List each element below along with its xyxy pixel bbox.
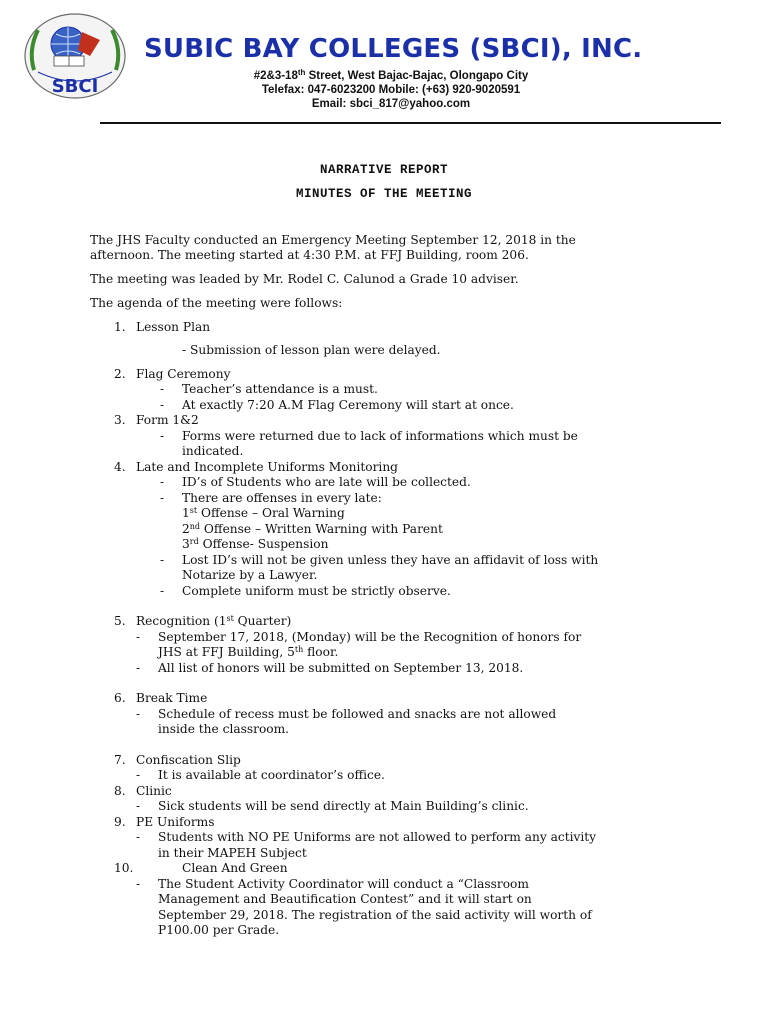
bullet-dash: - (160, 491, 165, 505)
agenda-subitem: in their MAPEH Subject (158, 846, 307, 860)
address-line: #2&3-18th Street, West Bajac-Bajac, Olongapo City (253, 68, 529, 82)
agenda-subitem: P100.00 per Grade. (158, 923, 280, 937)
agenda-number: 9. (114, 815, 126, 829)
agenda-item-label: Clean And Green (182, 861, 288, 875)
offense-line: 2nd Offense – Written Warning with Parent (182, 522, 443, 536)
agenda-subitem: Forms were returned due to lack of informations which must be (182, 429, 578, 443)
bullet-dash: - (136, 830, 141, 844)
offense-line: 3rd Offense- Suspension (182, 537, 329, 551)
agenda-subitem: Lost ID’s will not be given unless they have an affidavit of loss with (182, 553, 599, 567)
report-title: NARRATIVE REPORT (319, 163, 449, 177)
agenda-number: 1. (114, 320, 126, 334)
agenda-subitem: - Submission of lesson plan were delayed. (182, 343, 441, 357)
agenda-number: 4. (114, 460, 126, 474)
agenda-item-label: PE Uniforms (136, 815, 215, 829)
bullet-dash: - (160, 398, 165, 412)
agenda-subitem: inside the classroom. (158, 722, 290, 736)
bullet-dash: - (136, 799, 141, 813)
agenda-subitem: Teacher’s attendance is a must. (182, 382, 378, 396)
agenda-item-label: Late and Incomplete Uniforms Monitoring (136, 460, 398, 474)
intro-paragraph-line: The JHS Faculty conducted an Emergency Meeting September 12, 2018 in the (90, 233, 576, 247)
agenda-subitem: Students with NO PE Uniforms are not allowed to perform any activity (158, 830, 597, 844)
agenda-subitem: There are offenses in every late: (182, 491, 382, 505)
agenda-subitem: September 29, 2018. The registration of the said activity will worth of (158, 908, 592, 922)
agenda-number: 2. (114, 367, 126, 381)
agenda-subitem: Sick students will be send directly at Main Building’s clinic. (158, 799, 529, 813)
agenda-subitem: At exactly 7:20 A.M Flag Ceremony will start at once. (182, 398, 514, 412)
bullet-dash: - (160, 429, 165, 443)
agenda-subitem: Complete uniform must be strictly observe. (182, 584, 451, 598)
bullet-dash: - (136, 768, 141, 782)
bullet-dash: - (136, 707, 141, 721)
bullet-dash: - (160, 382, 165, 396)
agenda-subitem: ID’s of Students who are late will be collected. (182, 475, 471, 489)
agenda-item-label: Clinic (136, 784, 172, 798)
agenda-subitem: All list of honors will be submitted on September 13, 2018. (158, 661, 524, 675)
agenda-item-label: Flag Ceremony (136, 367, 231, 381)
agenda-subitem: JHS at FFJ Building, 5th floor. (158, 645, 339, 659)
bullet-dash: - (136, 630, 141, 644)
agenda-subitem: Management and Beautification Contest” and it will start on (158, 892, 532, 906)
agenda-number: 8. (114, 784, 126, 798)
agenda-item-label: Lesson Plan (136, 320, 211, 334)
bullet-dash: - (160, 553, 165, 567)
agenda-intro: The agenda of the meeting were follows: (90, 296, 343, 310)
offense-line: 1st Offense – Oral Warning (182, 506, 345, 520)
leader-paragraph: The meeting was leaded by Mr. Rodel C. Calunod a Grade 10 adviser. (90, 272, 519, 286)
svg-text:SBCI: SBCI (51, 76, 99, 97)
college-name: SUBIC BAY COLLEGES (SBCI), INC. (144, 34, 643, 64)
agenda-item-label: Recognition (1st Quarter) (136, 614, 292, 628)
agenda-number: 7. (114, 753, 126, 767)
agenda-subitem: September 17, 2018, (Monday) will be the Recognition of honors for (158, 630, 582, 644)
agenda-number: 10. (114, 861, 134, 875)
bullet-dash: - (136, 877, 141, 891)
agenda-number: 5. (114, 614, 126, 628)
agenda-number: 3. (114, 413, 126, 427)
bullet-dash: - (160, 475, 165, 489)
bullet-dash: - (136, 661, 141, 675)
agenda-item-label: Confiscation Slip (136, 753, 241, 767)
agenda-subitem: indicated. (182, 444, 244, 458)
agenda-subitem: Notarize by a Lawyer. (182, 568, 318, 582)
agenda-item-label: Break Time (136, 691, 208, 705)
email-line: Email: sbci_817@yahoo.com (311, 98, 471, 110)
bullet-dash: - (160, 584, 165, 598)
agenda-item-label: Form 1&2 (136, 413, 199, 427)
agenda-subitem: Schedule of recess must be followed and snacks are not allowed (158, 707, 557, 721)
agenda-subitem: The Student Activity Coordinator will conduct a “Classroom (158, 877, 529, 891)
agenda-number: 6. (114, 691, 126, 705)
report-subtitle: MINUTES OF THE MEETING (295, 187, 473, 201)
intro-paragraph-line: afternoon. The meeting started at 4:30 P.M. at FFJ Building, room 206. (90, 248, 529, 262)
agenda-subitem: It is available at coordinator’s office. (158, 768, 385, 782)
telefax-line: Telefax: 047-6023200 Mobile: (+63) 920-9020591 (261, 84, 521, 96)
